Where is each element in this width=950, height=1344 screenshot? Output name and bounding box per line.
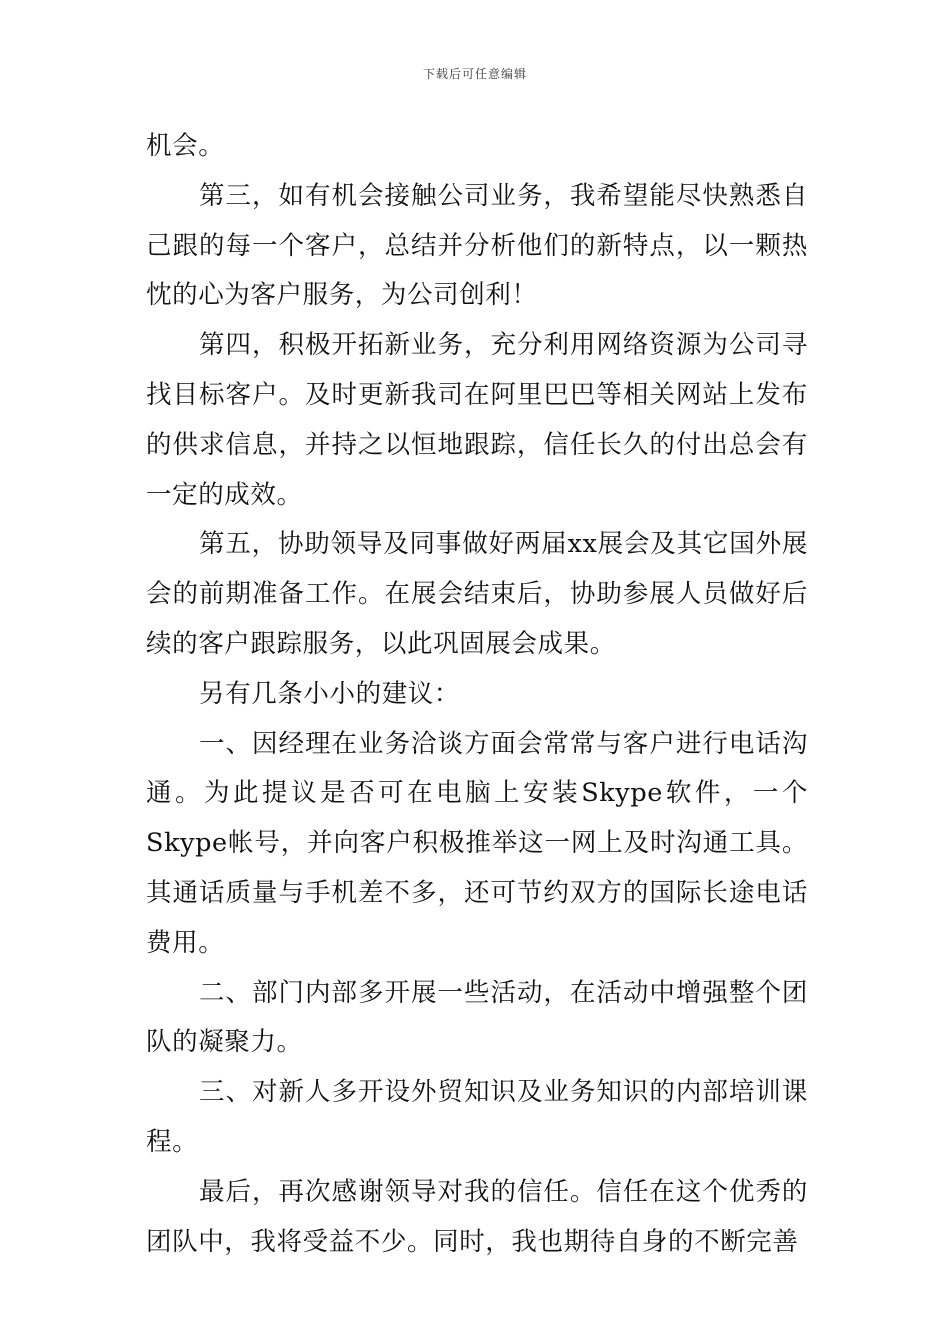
paragraph-7: 二、部门内部多开展一些活动，在活动中增强整个团队的凝聚力。 bbox=[146, 977, 808, 1058]
paragraph-6: 一、因经理在业务洽谈方面会常常与客户进行电话沟通。为此提议是否可在电脑上安装Skype软件，一个Skype帐号，并向客户积极推举这一网上及时沟通工具。其通话质量与手机差不多，还可节约双方的国际长途电话费用。 bbox=[146, 728, 808, 958]
paragraph-4: 第五，协助领导及同事做好两届xx展会及其它国外展会的前期准备工作。在展会结束后，协助参展人员做好后续的客户跟踪服务，以此巩固展会成果。 bbox=[146, 529, 808, 659]
document-body bbox=[146, 122, 808, 1267]
paragraph-9: 最后，再次感谢领导对我的信任。信任在这个优秀的团队中，我将受益不少。同时，我也期待自身的不断完善 bbox=[146, 1176, 808, 1257]
paragraph-1: 机会。 bbox=[146, 131, 225, 161]
page-header-note: 下载后可任意编辑 bbox=[422, 67, 527, 81]
paragraph-8: 三、对新人多开设外贸知识及业务知识的内部培训课程。 bbox=[146, 1077, 808, 1157]
paragraph-5: 另有几条小小的建议： bbox=[199, 678, 461, 709]
paragraph-2: 第三，如有机会接触公司业务，我希望能尽快熟悉自己跟的每一个客户，总结并分析他们的新特点，以一颗热忱的心为客户服务，为公司创利！ bbox=[146, 180, 808, 311]
paragraph-3: 第四，积极开拓新业务，充分利用网络资源为公司寻找目标客户。及时更新我司在阿里巴巴等相关网站上发布的供求信息，并持之以恒地跟踪，信任长久的付出总会有一定的成效。 bbox=[146, 330, 808, 510]
